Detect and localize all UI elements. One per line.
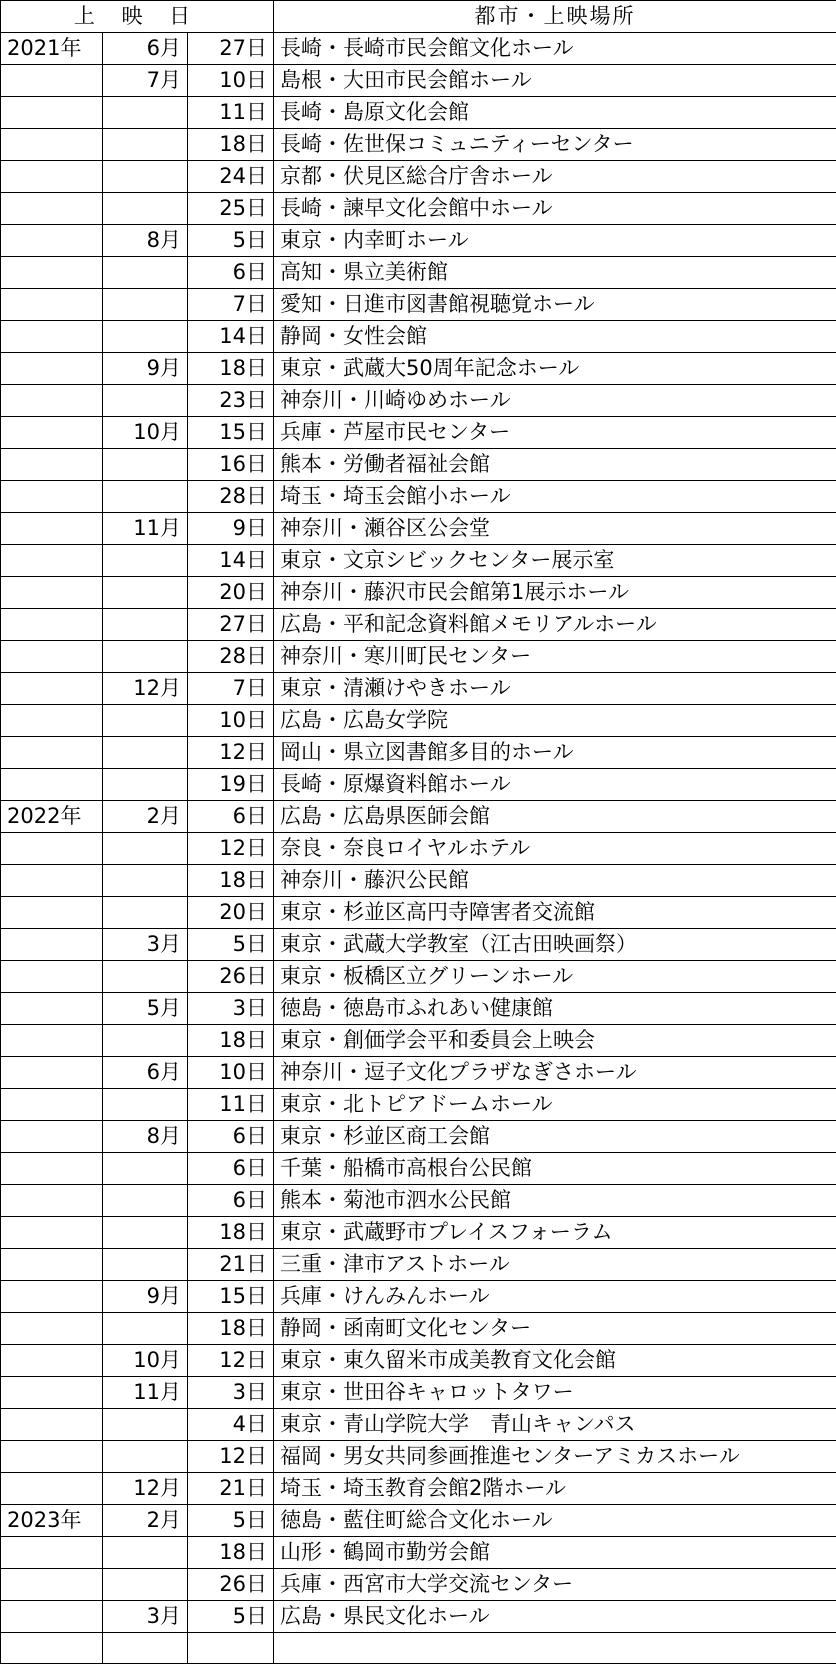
venue-cell: 東京・清瀬けやきホール xyxy=(274,673,836,705)
month-cell xyxy=(103,321,188,353)
year-cell xyxy=(1,1153,103,1185)
table-row xyxy=(1,801,836,833)
day-cell: 6日 xyxy=(188,1121,274,1153)
day-cell: 18日 xyxy=(188,1025,274,1057)
day-cell: 10日 xyxy=(188,1057,274,1089)
table-row xyxy=(1,961,836,993)
month-cell xyxy=(103,161,188,193)
day-cell: 23日 xyxy=(188,385,274,417)
month-cell: 8月 xyxy=(103,225,188,257)
month-cell: 12月 xyxy=(103,1473,188,1505)
month-cell: 2月 xyxy=(103,801,188,833)
venue-cell: 東京・杉並区商工会館 xyxy=(274,1121,836,1153)
table-row xyxy=(1,1569,836,1601)
year-cell xyxy=(1,1313,103,1345)
table-row xyxy=(1,97,836,129)
year-cell xyxy=(1,1441,103,1473)
year-cell xyxy=(1,513,103,545)
month-cell xyxy=(103,1409,188,1441)
venue-cell: 広島・広島県医師会館 xyxy=(274,801,836,833)
day-cell: 18日 xyxy=(188,1313,274,1345)
month-cell xyxy=(103,481,188,513)
table-row xyxy=(1,833,836,865)
day-cell: 10日 xyxy=(188,65,274,97)
year-cell xyxy=(1,225,103,257)
year-cell xyxy=(1,1473,103,1505)
venue-cell: 神奈川・藤沢公民館 xyxy=(274,865,836,897)
table-row xyxy=(1,289,836,321)
venue-cell: 東京・北トピアドームホール xyxy=(274,1089,836,1121)
venue-cell: 千葉・船橋市高根台公民館 xyxy=(274,1153,836,1185)
month-cell: 5月 xyxy=(103,993,188,1025)
day-cell: 18日 xyxy=(188,129,274,161)
month-cell xyxy=(103,1249,188,1281)
day-cell: 25日 xyxy=(188,193,274,225)
table-row xyxy=(1,513,836,545)
year-cell xyxy=(1,1633,103,1664)
year-cell xyxy=(1,321,103,353)
venue-cell: 静岡・函南町文化センター xyxy=(274,1313,836,1345)
table-row xyxy=(1,897,836,929)
venue-cell: 東京・武蔵大学教室（江古田映画祭） xyxy=(274,929,836,961)
day-cell: 6日 xyxy=(188,257,274,289)
day-cell: 6日 xyxy=(188,801,274,833)
year-cell xyxy=(1,609,103,641)
year-cell xyxy=(1,65,103,97)
year-cell xyxy=(1,1089,103,1121)
month-cell xyxy=(103,1089,188,1121)
day-cell: 11日 xyxy=(188,1089,274,1121)
year-cell: 2022年 xyxy=(1,801,103,833)
month-cell: 6月 xyxy=(103,33,188,65)
day-cell: 28日 xyxy=(188,481,274,513)
month-cell xyxy=(103,1153,188,1185)
year-cell xyxy=(1,1217,103,1249)
day-cell: 21日 xyxy=(188,1249,274,1281)
year-cell xyxy=(1,929,103,961)
year-cell xyxy=(1,1185,103,1217)
venue-cell: 静岡・女性会館 xyxy=(274,321,836,353)
day-cell: 15日 xyxy=(188,1281,274,1313)
day-cell: 12日 xyxy=(188,1441,274,1473)
venue-cell: 東京・文京シビックセンター展示室 xyxy=(274,545,836,577)
venue-cell: 京都・伏見区総合庁舎ホール xyxy=(274,161,836,193)
year-cell xyxy=(1,1345,103,1377)
venue-cell xyxy=(274,1633,836,1664)
table-row xyxy=(1,449,836,481)
year-cell xyxy=(1,1377,103,1409)
venue-cell: 福岡・男女共同参画推進センターアミカスホール xyxy=(274,1441,836,1473)
day-cell: 21日 xyxy=(188,1473,274,1505)
day-cell: 7日 xyxy=(188,289,274,321)
table-row xyxy=(1,1249,836,1281)
table-row xyxy=(1,1217,836,1249)
venue-cell: 長崎・長崎市民会館文化ホール xyxy=(274,33,836,65)
table-row xyxy=(1,129,836,161)
month-cell: 8月 xyxy=(103,1121,188,1153)
table-row xyxy=(1,1473,836,1505)
table-row xyxy=(1,1441,836,1473)
month-cell xyxy=(103,129,188,161)
month-cell: 2月 xyxy=(103,1505,188,1537)
month-cell: 3月 xyxy=(103,929,188,961)
day-cell: 18日 xyxy=(188,865,274,897)
table-row xyxy=(1,1121,836,1153)
day-cell: 19日 xyxy=(188,769,274,801)
table-row xyxy=(1,481,836,513)
year-cell xyxy=(1,1537,103,1569)
venue-cell: 山形・鶴岡市勤労会館 xyxy=(274,1537,836,1569)
month-cell xyxy=(103,897,188,929)
month-cell xyxy=(103,193,188,225)
year-cell xyxy=(1,545,103,577)
year-cell xyxy=(1,705,103,737)
month-cell: 9月 xyxy=(103,1281,188,1313)
table-row xyxy=(1,641,836,673)
table-row xyxy=(1,1537,836,1569)
year-cell xyxy=(1,1409,103,1441)
venue-cell: 埼玉・埼玉会館小ホール xyxy=(274,481,836,513)
table-row xyxy=(1,225,836,257)
month-cell xyxy=(103,1441,188,1473)
day-cell: 4日 xyxy=(188,1409,274,1441)
table-row xyxy=(1,1025,836,1057)
day-cell: 12日 xyxy=(188,1345,274,1377)
year-cell xyxy=(1,641,103,673)
month-cell: 11月 xyxy=(103,1377,188,1409)
venue-cell: 三重・津市アストホール xyxy=(274,1249,836,1281)
year-cell xyxy=(1,1121,103,1153)
venue-cell: 熊本・菊池市泗水公民館 xyxy=(274,1185,836,1217)
venue-cell: 東京・杉並区高円寺障害者交流館 xyxy=(274,897,836,929)
year-cell xyxy=(1,961,103,993)
year-cell xyxy=(1,353,103,385)
venue-cell: 岡山・県立図書館多目的ホール xyxy=(274,737,836,769)
month-cell: 7月 xyxy=(103,65,188,97)
month-cell xyxy=(103,961,188,993)
table-row xyxy=(1,1153,836,1185)
month-cell: 12月 xyxy=(103,673,188,705)
venue-cell: 東京・東久留米市成美教育文化会館 xyxy=(274,1345,836,1377)
month-cell xyxy=(103,1025,188,1057)
month-cell xyxy=(103,289,188,321)
table-row xyxy=(1,1313,836,1345)
year-cell xyxy=(1,385,103,417)
venue-cell: 神奈川・瀬谷区公会堂 xyxy=(274,513,836,545)
day-cell: 5日 xyxy=(188,1505,274,1537)
venue-cell: 広島・広島女学院 xyxy=(274,705,836,737)
year-cell xyxy=(1,577,103,609)
day-cell: 6日 xyxy=(188,1153,274,1185)
month-cell xyxy=(103,1217,188,1249)
day-cell: 12日 xyxy=(188,737,274,769)
month-cell xyxy=(103,1185,188,1217)
table-header-row xyxy=(1,1,836,33)
day-cell: 6日 xyxy=(188,1185,274,1217)
day-cell: 15日 xyxy=(188,417,274,449)
day-cell: 10日 xyxy=(188,705,274,737)
year-cell xyxy=(1,449,103,481)
table-row xyxy=(1,737,836,769)
month-cell: 6月 xyxy=(103,1057,188,1089)
table-row xyxy=(1,929,836,961)
table-row xyxy=(1,65,836,97)
year-cell xyxy=(1,193,103,225)
venue-cell: 東京・創価学会平和委員会上映会 xyxy=(274,1025,836,1057)
year-cell xyxy=(1,129,103,161)
venue-cell: 長崎・原爆資料館ホール xyxy=(274,769,836,801)
venue-cell: 広島・県民文化ホール xyxy=(274,1601,836,1633)
table-row xyxy=(1,161,836,193)
day-cell: 27日 xyxy=(188,33,274,65)
table-body xyxy=(1,33,836,1664)
day-cell: 14日 xyxy=(188,545,274,577)
table-row xyxy=(1,321,836,353)
year-cell xyxy=(1,97,103,129)
table-row xyxy=(1,769,836,801)
month-cell xyxy=(103,705,188,737)
month-cell xyxy=(103,865,188,897)
day-cell: 18日 xyxy=(188,353,274,385)
month-cell xyxy=(103,97,188,129)
venue-cell: 島根・大田市民会館ホール xyxy=(274,65,836,97)
month-cell: 9月 xyxy=(103,353,188,385)
table-row xyxy=(1,417,836,449)
table-row xyxy=(1,705,836,737)
table-row xyxy=(1,1601,836,1633)
month-cell: 3月 xyxy=(103,1601,188,1633)
month-cell xyxy=(103,385,188,417)
month-cell xyxy=(103,737,188,769)
month-cell xyxy=(103,257,188,289)
year-cell xyxy=(1,481,103,513)
year-cell xyxy=(1,257,103,289)
table-row xyxy=(1,1089,836,1121)
day-cell: 24日 xyxy=(188,161,274,193)
month-cell xyxy=(103,1313,188,1345)
venue-cell: 兵庫・西宮市大学交流センター xyxy=(274,1569,836,1601)
day-cell: 5日 xyxy=(188,1601,274,1633)
table-row xyxy=(1,1409,836,1441)
year-cell xyxy=(1,897,103,929)
month-cell xyxy=(103,1537,188,1569)
month-cell: 11月 xyxy=(103,513,188,545)
venue-cell: 神奈川・寒川町民センター xyxy=(274,641,836,673)
table-row xyxy=(1,1633,836,1664)
table-row xyxy=(1,1057,836,1089)
year-cell xyxy=(1,161,103,193)
year-cell xyxy=(1,1601,103,1633)
venue-cell: 東京・青山学院大学 青山キャンパス xyxy=(274,1409,836,1441)
venue-cell: 兵庫・けんみんホール xyxy=(274,1281,836,1313)
day-cell: 12日 xyxy=(188,833,274,865)
day-cell: 5日 xyxy=(188,929,274,961)
venue-cell: 熊本・労働者福祉会館 xyxy=(274,449,836,481)
day-cell: 3日 xyxy=(188,993,274,1025)
month-cell xyxy=(103,769,188,801)
year-cell xyxy=(1,1025,103,1057)
year-cell xyxy=(1,417,103,449)
table-row xyxy=(1,1345,836,1377)
venue-cell: 東京・板橋区立グリーンホール xyxy=(274,961,836,993)
day-cell: 20日 xyxy=(188,897,274,929)
year-cell xyxy=(1,993,103,1025)
venue-cell: 神奈川・逗子文化プラザなぎさホール xyxy=(274,1057,836,1089)
year-cell xyxy=(1,673,103,705)
day-cell: 7日 xyxy=(188,673,274,705)
day-cell: 16日 xyxy=(188,449,274,481)
year-cell: 2021年 xyxy=(1,33,103,65)
venue-cell: 東京・武蔵野市プレイスフォーラム xyxy=(274,1217,836,1249)
venue-cell: 長崎・島原文化会館 xyxy=(274,97,836,129)
venue-cell: 埼玉・埼玉教育会館2階ホール xyxy=(274,1473,836,1505)
month-cell xyxy=(103,545,188,577)
header-city-venue: 都市・上映場所 xyxy=(274,1,836,33)
venue-cell: 長崎・諫早文化会館中ホール xyxy=(274,193,836,225)
day-cell: 3日 xyxy=(188,1377,274,1409)
day-cell: 26日 xyxy=(188,1569,274,1601)
venue-cell: 東京・内幸町ホール xyxy=(274,225,836,257)
table-row xyxy=(1,353,836,385)
table-row xyxy=(1,609,836,641)
venue-cell: 徳島・藍住町総合文化ホール xyxy=(274,1505,836,1537)
table-row xyxy=(1,385,836,417)
day-cell: 26日 xyxy=(188,961,274,993)
year-cell xyxy=(1,1057,103,1089)
month-cell xyxy=(103,1633,188,1664)
day-cell: 28日 xyxy=(188,641,274,673)
day-cell: 18日 xyxy=(188,1537,274,1569)
year-cell: 2023年 xyxy=(1,1505,103,1537)
venue-cell: 東京・武蔵大50周年記念ホール xyxy=(274,353,836,385)
table-row xyxy=(1,1281,836,1313)
year-cell xyxy=(1,833,103,865)
venue-cell: 奈良・奈良ロイヤルホテル xyxy=(274,833,836,865)
venue-cell: 東京・世田谷キャロットタワー xyxy=(274,1377,836,1409)
month-cell xyxy=(103,833,188,865)
day-cell: 14日 xyxy=(188,321,274,353)
venue-cell: 広島・平和記念資料館メモリアルホール xyxy=(274,609,836,641)
year-cell xyxy=(1,737,103,769)
day-cell: 5日 xyxy=(188,225,274,257)
month-cell xyxy=(103,577,188,609)
venue-cell: 神奈川・川崎ゆめホール xyxy=(274,385,836,417)
day-cell: 20日 xyxy=(188,577,274,609)
table-row xyxy=(1,1377,836,1409)
day-cell xyxy=(188,1633,274,1664)
month-cell: 10月 xyxy=(103,1345,188,1377)
venue-cell: 愛知・日進市図書館視聴覚ホール xyxy=(274,289,836,321)
table-row xyxy=(1,673,836,705)
year-cell xyxy=(1,289,103,321)
table-row xyxy=(1,1505,836,1537)
header-screening-date: 上 映 日 xyxy=(1,1,274,33)
month-cell xyxy=(103,449,188,481)
day-cell: 18日 xyxy=(188,1217,274,1249)
day-cell: 9日 xyxy=(188,513,274,545)
table-row xyxy=(1,545,836,577)
year-cell xyxy=(1,865,103,897)
table-row xyxy=(1,993,836,1025)
year-cell xyxy=(1,1281,103,1313)
year-cell xyxy=(1,769,103,801)
year-cell xyxy=(1,1569,103,1601)
month-cell xyxy=(103,641,188,673)
table-row xyxy=(1,865,836,897)
venue-cell: 兵庫・芦屋市民センター xyxy=(274,417,836,449)
venue-cell: 徳島・徳島市ふれあい健康館 xyxy=(274,993,836,1025)
venue-cell: 神奈川・藤沢市民会館第1展示ホール xyxy=(274,577,836,609)
month-cell: 10月 xyxy=(103,417,188,449)
day-cell: 11日 xyxy=(188,97,274,129)
day-cell: 27日 xyxy=(188,609,274,641)
venue-cell: 長崎・佐世保コミュニティーセンター xyxy=(274,129,836,161)
table-row xyxy=(1,577,836,609)
table-row xyxy=(1,33,836,65)
table-row xyxy=(1,257,836,289)
month-cell xyxy=(103,609,188,641)
table-row xyxy=(1,1185,836,1217)
venue-cell: 高知・県立美術館 xyxy=(274,257,836,289)
month-cell xyxy=(103,1569,188,1601)
table-row xyxy=(1,193,836,225)
year-cell xyxy=(1,1249,103,1281)
